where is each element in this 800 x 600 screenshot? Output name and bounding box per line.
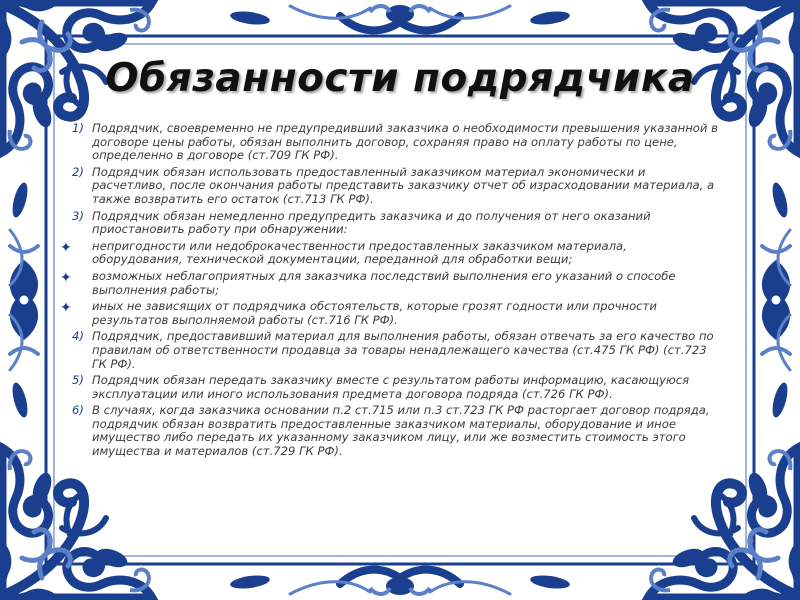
sub-item-text: иных не зависящих от подрядчика обстоятельств, которые грозят годности или прочности результатов выполняемой работы (ст.716 ГК РФ). xyxy=(92,299,657,327)
star-bullet-icon: ✦ xyxy=(60,269,72,286)
item-text: Подрядчик, своевременно не предупредивший заказчика о необходимости превышения указанной в договоре цены работы, обязан выполнить договор, сохраняя право на оплату работы по цене, определенно в договоре (ст.709 ГК РФ). xyxy=(92,121,718,163)
item-text: Подрядчик обязан использовать предоставленный заказчиком материал экономически и расчетливо, после окончания работы представить заказчику отчет об израсходовании материала, а также возвратить его остаток (ст.713 ГК РФ). xyxy=(92,164,715,206)
list-item: 1) Подрядчик, своевременно не предупредивший заказчика о необходимости превышения указанной в договоре цены работы, обязан выполнить договор, сохраняя право на оплату работы по цене, определенно в договоре (ст.709 ГК РФ). xyxy=(60,122,720,163)
sub-list-item xyxy=(60,300,720,327)
sub-item-text: непригодности или недоброкачественности предоставленных заказчиком материала, оборудования, технической документации, переданной для обработки вещи; xyxy=(92,238,627,267)
star-bullet-icon: ✦ xyxy=(60,239,72,256)
item-text: Подрядчик обязан немедленно предупредить заказчика и до получения от него оказаний приостановить работу при обнаружении: xyxy=(92,208,651,237)
list-item: 6) В случаях, когда заказчика основании п.2 ст.715 или п.3 ст.723 ГК РФ расторгает договор подряда, подрядчик обязан возвратить предоставленные заказчиком материалы, оборудование и иное имущество либо передать их указанному заказчиком лицу, или же возместить стоимость этого имущества и материалов (ст.729 ГК РФ). xyxy=(60,404,720,458)
item-text: Подрядчик обязан передать заказчику вместе с результатом работы информацию, касающуюся эксплуатации или иного использования предмета договора подряда (ст.726 ГК РФ). xyxy=(92,373,690,401)
sub-list-item xyxy=(60,270,720,297)
sub-item-text: возможных неблагоприятных для заказчика последствий выполнения его указаний о способе выполнения работы; xyxy=(92,268,676,297)
duties-list xyxy=(60,122,720,462)
item-text: Подрядчик, предоставивший материал для выполнения работы, обязан отвечать за его качество по правилам об ответственности продавца за товары ненадлежащего качества (ст.475 ГК РФ) (ст.723 ГК РФ). xyxy=(92,329,714,371)
list-item: 4) Подрядчик, предоставивший материал для выполнения работы, обязан отвечать за его качество по правилам об ответственности продавца за товары ненадлежащего качества (ст.475 ГК РФ) (ст.723 ГК РФ). xyxy=(60,330,720,371)
list-item: 3) Подрядчик обязан немедленно предупредить заказчика и до получения от него оказаний приостановить работу при обнаружении: xyxy=(60,210,720,237)
page-title: Обязанности подрядчика xyxy=(105,56,695,101)
sub-list-item xyxy=(60,240,720,267)
list-item: 2) Подрядчик обязан использовать предоставленный заказчиком материал экономически и расчетливо, после окончания работы представить заказчику отчет об израсходовании материала, а также возвратить его остаток (ст.713 ГК РФ). xyxy=(60,166,720,207)
item-text: В случаях, когда заказчика основании п.2 ст.715 или п.3 ст.723 ГК РФ расторгает договор подряда, подрядчик обязан возвратить предоставленные заказчиком материалы, оборудование и иное имущество либо передать их указанному заказчиком лицу, или же возместить стоимость этого имущества и материалов (ст.729 ГК РФ). xyxy=(92,403,710,459)
list-item: 5) Подрядчик обязан передать заказчику вместе с результатом работы информацию, касающуюся эксплуатации или иного использования предмета договора подряда (ст.726 ГК РФ). xyxy=(60,374,720,401)
star-bullet-icon: ✦ xyxy=(60,300,72,317)
